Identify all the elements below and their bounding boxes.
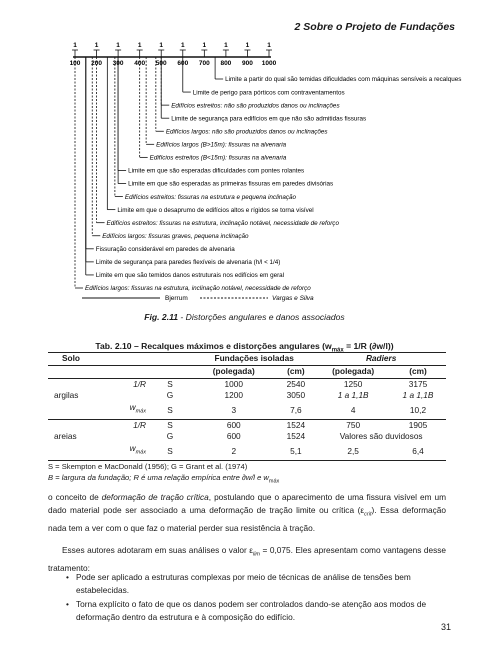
scale-denominator: 700 xyxy=(198,60,210,67)
figure-caption xyxy=(0,312,489,322)
table-row xyxy=(48,431,446,443)
scale-denominator: 600 xyxy=(177,60,189,67)
legend-vargas: Vargas e Silva xyxy=(272,295,314,303)
limit-label: Limite de segurança para paredes flexíveis de alvenaria (h/l < 1/4) xyxy=(95,259,281,267)
limit-label: Limite de segurança para edifícios em que não são admitidas fissuras xyxy=(171,115,367,123)
value-cell: 7,6 xyxy=(290,404,302,415)
value-cell: Valores são duvidosos xyxy=(339,431,423,442)
limit-label: Edifícios estreitos: fissuras na estrutura e pequena inclinação xyxy=(124,193,297,201)
soil-label: argilas xyxy=(54,390,79,401)
table-row xyxy=(48,402,446,419)
source-cell: S xyxy=(167,378,173,389)
col-solo: Solo xyxy=(48,353,192,366)
value-cell: 5,1 xyxy=(276,443,317,460)
limit-label: Fissuração considerável em paredes de alvenaria xyxy=(95,246,235,254)
scale-numerator: 1 xyxy=(159,42,164,49)
body-paragraph: o conceito de deformação de tração crítica, postulando que o aparecimento de uma fissura visível em um dado material pode ser associado a uma deformação de tração limite ou crítica $(\varepsilon_{crit})$. Essa deformação nada tem a ver com o que faz o material perder sua resistência à tração. xyxy=(48,492,447,534)
value-cell: 750 xyxy=(316,419,390,431)
value-cell: 600 xyxy=(192,419,276,431)
scale-numerator: 1 xyxy=(180,42,185,49)
scale-denominator: 100 xyxy=(69,60,81,67)
scale-denominator: 800 xyxy=(220,60,232,67)
source-cell: G xyxy=(166,390,174,401)
value-cell: 6,4 xyxy=(390,443,446,460)
value-cell: 1524 xyxy=(276,419,317,431)
unit-pol-2: (polegada) xyxy=(316,365,390,378)
limit-label: Edifícios largos: não são produzidos danos ou inclinações xyxy=(165,128,328,136)
bullet-icon: • xyxy=(66,599,69,609)
scale-denominator: 300 xyxy=(112,60,124,67)
value-cell: 10,2 xyxy=(409,404,427,415)
table-row xyxy=(48,443,446,460)
limit-label: Limite em que o desaprumo de edifícios altos e rígidos se torna visível xyxy=(117,206,314,214)
table-units-row xyxy=(48,365,446,378)
scale-numerator: 1 xyxy=(137,42,142,49)
table-title-tail: = 1/R (∂w/l)) xyxy=(343,341,394,351)
limit-label: Edifícios estreitos: fissuras na estrutura, inclinação notável, necessidade de reforço xyxy=(106,219,339,227)
scale-numerator: 1 xyxy=(245,42,250,49)
source-cell: S xyxy=(148,419,192,431)
unit-pol-1: (polegada) xyxy=(192,365,276,378)
limit-label: Edifícios estreitos: não são produzidos danos ou inclinações xyxy=(171,102,340,110)
col-radiers: Radiers xyxy=(316,353,446,366)
table-header-row xyxy=(48,353,446,366)
value-cell: 3 xyxy=(231,404,237,415)
value-cell: 1 a 1,1B xyxy=(337,390,369,401)
term-italic: deformação de tração crítica xyxy=(101,492,209,502)
limit-label: Limite a partir do qual são temidas dificuldades com máquinas sensíveis a recalques xyxy=(225,76,462,84)
param-cell: 1/R xyxy=(104,419,148,431)
unit-cm-1: (cm) xyxy=(276,365,317,378)
table-title-text: Tab. 2.10 – Recalques máximos e distorções angulares (w xyxy=(95,341,332,351)
bullet-icon: • xyxy=(66,572,69,582)
table-notes xyxy=(48,461,279,488)
soil-label: areias xyxy=(54,431,77,442)
table-row xyxy=(48,419,446,431)
scale-numerator: 1 xyxy=(94,42,99,49)
param-cell: $w_{máx}$ xyxy=(104,443,148,460)
scale-denominator: 400 xyxy=(134,60,146,67)
scale-denominator: 900 xyxy=(242,60,253,67)
running-header: 2 Sobre o Projeto de Fundações xyxy=(294,21,455,33)
unit-cm-2: (cm) xyxy=(390,365,446,378)
source-cell: S xyxy=(148,443,192,460)
table-title-sub: máx xyxy=(331,347,344,354)
table-note-sources: S = Skempton e MacDonald (1956); G = Grant et al. (1974) xyxy=(48,462,248,471)
col-isoladas: Fundações isoladas xyxy=(192,353,316,366)
limit-label: Edifícios estreitos (B<15m): fissuras na alvenaria xyxy=(149,154,287,162)
settlement-table xyxy=(48,352,446,461)
value-cell: 1905 xyxy=(390,419,446,431)
legend-bjerrum: Bjerrum xyxy=(165,295,188,303)
value-cell: 1200 xyxy=(224,390,243,401)
limit-label: Edifícios largos: fissuras na estrutura, inclinação notável, necessidade de reforço xyxy=(85,285,311,293)
bullet-item: • Torna explícito o fato de que os danos podem ser controlados dando-se atenção aos modos de deformação dentro da estrutura e à composição do edifício. xyxy=(66,599,427,623)
limit-label: Limite em que são esperadas dificuldades com pontes rolantes xyxy=(128,167,305,175)
scale-denominator: 200 xyxy=(91,60,102,67)
limit-label: Edifícios largos (B>15m): fissuras na alvenaria xyxy=(156,141,287,149)
scale-denominator: 1000 xyxy=(261,60,277,67)
param-cell: $w_{máx}$ xyxy=(129,402,146,415)
value-cell: 1524 xyxy=(286,431,306,442)
bullet-item: • Pode ser aplicado a estruturas complexas por meio de técnicas de análise de tensões bem estabelecidas. xyxy=(66,572,411,596)
scale-numerator: 1 xyxy=(224,42,228,49)
scale-numerator: 1 xyxy=(116,42,120,49)
value-cell: 1250 xyxy=(343,378,363,389)
source-cell: G xyxy=(166,431,174,442)
value-cell: 2540 xyxy=(286,378,306,389)
table-note-definitions: B = largura da fundação; R é uma relação empírica entre ∂w/l e $w_{máx}$ xyxy=(48,473,280,485)
value-cell: 2 xyxy=(192,443,276,460)
value-cell: 1000 xyxy=(224,378,243,389)
value-cell: 4 xyxy=(350,404,356,415)
scale-denominator: 500 xyxy=(155,60,167,67)
scale-numerator: 1 xyxy=(73,42,77,49)
scale-numerator: 1 xyxy=(267,42,271,49)
param-cell: 1/R xyxy=(133,378,146,389)
value-cell: 1 a 1,1B xyxy=(402,390,434,401)
figure-label: Fig. 2.11 xyxy=(144,312,179,322)
body-paragraph-2: Esses autores adotaram em suas análises o valor $\varepsilon_{lim} = 0,075$. Eles apresentam como vantagens desse tratamento: xyxy=(48,545,446,574)
table-row xyxy=(48,390,446,402)
page-number: 31 xyxy=(440,622,451,632)
limit-label: Limite de perigo para pórticos com contraventamentos xyxy=(192,89,345,97)
source-cell: S xyxy=(167,404,173,415)
value-cell: 2,5 xyxy=(316,443,390,460)
limit-label: Edifícios largos: fissuras graves, pequena inclinação xyxy=(102,232,249,240)
figure-caption-text: - Distorções angulares e danos associados xyxy=(178,312,345,322)
value-cell: 600 xyxy=(226,431,241,442)
value-cell: 3050 xyxy=(286,390,306,401)
scale-numerator: 1 xyxy=(202,42,207,49)
table-row xyxy=(48,378,446,390)
value-cell: 3175 xyxy=(408,378,428,389)
limit-label: Limite em que são temidos danos estruturais nos edifícios em geral xyxy=(95,272,285,280)
limit-label: Limite em que são esperadas as primeiras fissuras em paredes divisórias xyxy=(128,180,334,188)
